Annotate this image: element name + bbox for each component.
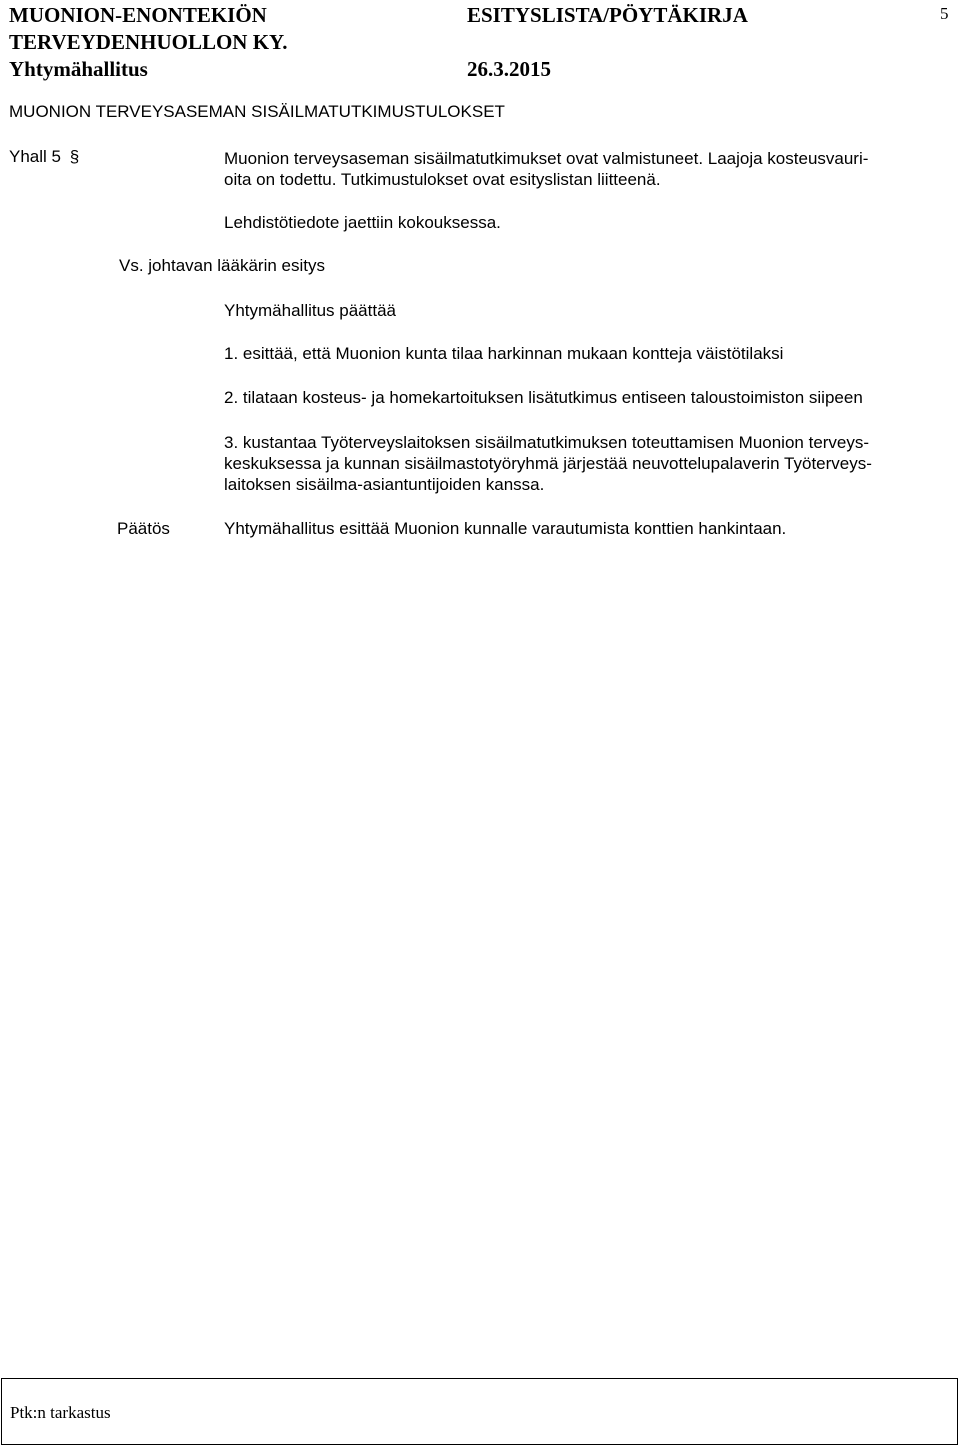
intro-paragraph — [224, 148, 952, 190]
section-sign: § — [69, 147, 80, 166]
proposal-point-1: 1. esittää, että Muonion kunta tilaa harkinnan mukaan kontteja väistötilaksi — [224, 344, 784, 363]
decision-label: Päätös — [117, 519, 170, 538]
minutes-check-label: Ptk:n tarkastus — [10, 1403, 111, 1422]
proposal-point-3 — [224, 432, 952, 495]
decides-heading: Yhtymähallitus päättää — [224, 301, 396, 320]
minutes-check-box — [1, 1378, 958, 1445]
proposal-point-2: 2. tilataan kosteus- ja homekartoituksen lisätutkimus entiseen taloustoimiston siipeen — [224, 388, 863, 407]
intro-line: Muonion terveysaseman sisäilmatutkimukset ovat valmistuneet. Laajoja kosteusvauri- — [224, 149, 869, 168]
point3-line: 3. kustantaa Työterveyslaitoksen sisäilmatutkimuksen toteuttamisen Muonion terveys- — [224, 433, 870, 452]
document-type: ESITYSLISTA/PÖYTÄKIRJA — [467, 3, 748, 27]
page-number: 5 — [940, 4, 949, 23]
press-release-note: Lehdistötiedote jaettiin kokouksessa. — [224, 213, 501, 232]
decision-text: Yhtymähallitus esittää Muonion kunnalle varautumista konttien hankintaan. — [224, 519, 787, 538]
governing-body-name: Yhtymähallitus — [9, 57, 148, 81]
point3-line: keskuksessa ja kunnan sisäilmastotyöryhmä järjestää neuvottelupalaverin Työterveys- — [224, 454, 872, 473]
intro-line: oita on todettu. Tutkimustulokset ovat esityslistan liitteenä. — [224, 170, 661, 189]
org-name-line2: TERVEYDENHUOLLON KY. — [9, 30, 288, 54]
meeting-date: 26.3.2015 — [467, 57, 551, 81]
section-title: MUONION TERVEYSASEMAN SISÄILMATUTKIMUSTULOKSET — [9, 102, 505, 121]
item-reference — [9, 146, 79, 167]
org-name-line1: MUONION-ENONTEKIÖN — [9, 3, 267, 27]
point3-line: laitoksen sisäilma-asiantuntijoiden kanssa. — [224, 475, 545, 494]
item-ref-label: Yhall 5 — [9, 147, 61, 166]
proposal-by: Vs. johtavan lääkärin esitys — [119, 256, 325, 275]
